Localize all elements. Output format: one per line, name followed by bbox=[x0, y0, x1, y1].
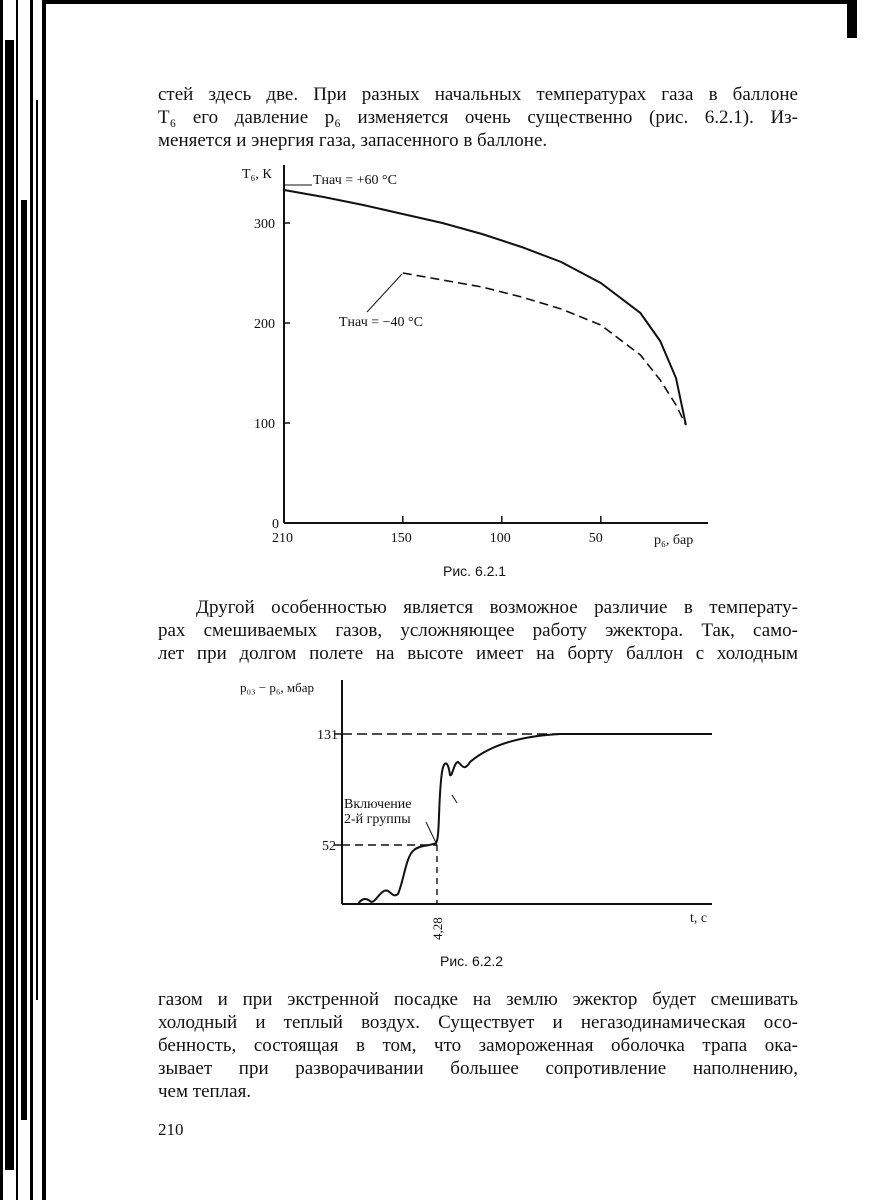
text-line: стей здесь две. При разных начальных температурах газа в баллоне bbox=[158, 84, 798, 105]
fig1-y-tick-label: 200 bbox=[254, 317, 275, 332]
fig1-y-tick-label: 0 bbox=[272, 517, 279, 532]
fig1-x-tick-label: 210 bbox=[272, 531, 293, 546]
fig2-annot-line2: 2-й группы bbox=[344, 812, 411, 827]
fig1-y-tick-label: 300 bbox=[254, 217, 275, 232]
text-line: холодный и теплый воздух. Существует и негазодинамическая осо- bbox=[158, 1012, 798, 1033]
fig1-x-tick-label: 100 bbox=[489, 531, 511, 546]
fig1-annot-cold: Tнач = −40 °C bbox=[339, 315, 423, 330]
fig2-annot-line1: Включение bbox=[344, 797, 412, 812]
text-line: Другой особенностью является возможное различие в температу- bbox=[196, 597, 798, 618]
fig1-x-tick-label: 150 bbox=[390, 531, 412, 546]
text-line: чем теплая. bbox=[158, 1081, 252, 1102]
text-line: газом и при экстренной посадке на землю эжектор будет смешивать bbox=[158, 989, 798, 1010]
text-line: рах смешиваемых газов, усложняющее работу эжектора. Так, само- bbox=[158, 620, 798, 641]
fig1-xlabel: p₆, бар bbox=[654, 533, 694, 548]
text-line: лет при долгом полете на высоте имеет на борту баллон с холодным bbox=[158, 643, 798, 664]
text-line: зывает при разворачивании большее сопротивление наполнению, bbox=[158, 1058, 798, 1079]
fig2-tick-label-131: 131 bbox=[317, 728, 338, 743]
fig2-tick-label-52: 52 bbox=[322, 839, 336, 854]
figure-6-2-2-caption: Рис. 6.2.2 bbox=[440, 953, 504, 969]
fig2-ylabel: p₀₃ − p₆, мбар bbox=[240, 680, 315, 695]
fig1-x-tick-label: 50 bbox=[588, 531, 603, 546]
fig2-annot-tick bbox=[452, 795, 457, 803]
fig2-xlabel: t, с bbox=[690, 911, 708, 926]
fig1-y-tick-label: 100 bbox=[254, 417, 275, 432]
fig2-mark-label: 4,28 bbox=[430, 917, 445, 940]
text-line: бенность, состоящая в том, что замороженная оболочка трапа ока- bbox=[158, 1035, 798, 1056]
figure-6-2-1-caption: Рис. 6.2.1 bbox=[443, 563, 507, 579]
text-line: T₆ его давление p₆ изменяется очень существенно (рис. 6.2.1). Из- bbox=[158, 107, 798, 128]
paragraph-bottom bbox=[158, 988, 798, 1103]
page-number: 210 bbox=[158, 1120, 184, 1139]
fig2-annot-leader bbox=[426, 822, 437, 845]
fig1-annot-warm: Tнач = +60 °C bbox=[313, 173, 397, 188]
fig1-ylabel: T₆, К bbox=[242, 167, 272, 182]
text-line: меняется и энергия газа, запасенного в баллоне. bbox=[158, 130, 548, 151]
